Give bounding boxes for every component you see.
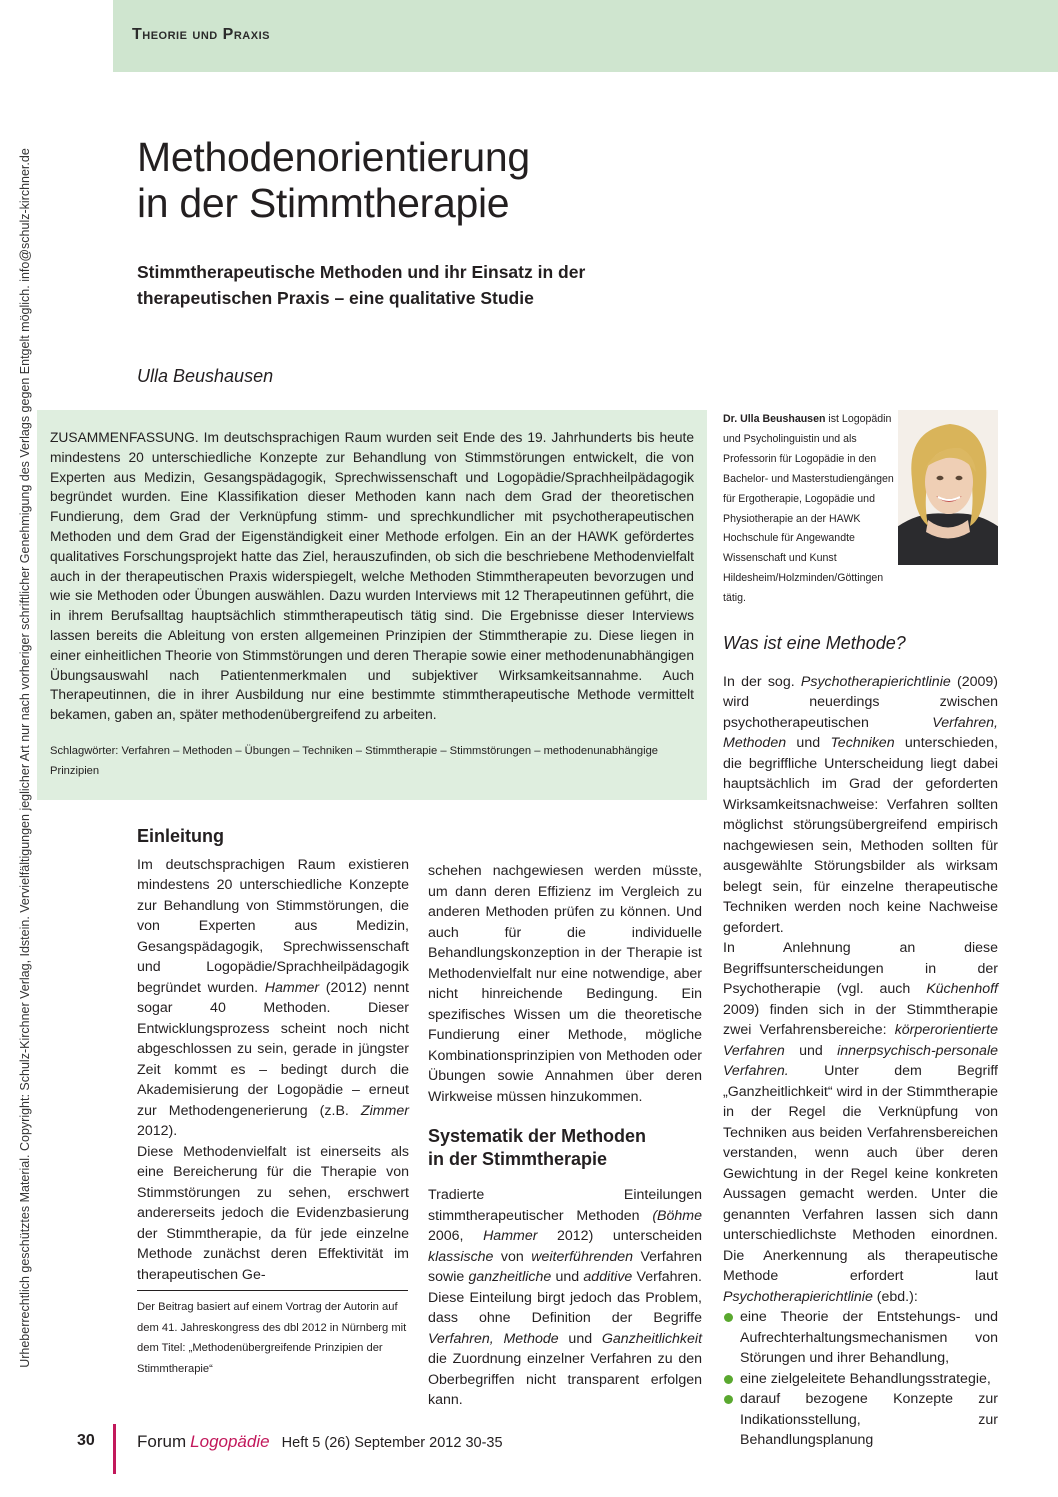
copyright-text: Urheberrechtlich geschütztes Material. Copyright: Schulz-Kirchner Verlag, Idstein. Vervielfältigungen jeglicher Art nur nach vorheriger schriftlicher Genehmigung des Verlags gegen Entgelt möglich. info@schulz-kirchner.de [18, 147, 32, 1368]
footer-citation [137, 1432, 503, 1452]
section-label: Theorie und Praxis [132, 26, 270, 43]
title-line: in der Stimmtherapie [137, 180, 510, 226]
article-subtitle [137, 259, 677, 311]
keywords: Schlagwörter: Verfahren – Methoden – Übungen – Techniken – Stimmtherapie – Stimmstörungen – methodenunabhängige Prinzipien [50, 745, 659, 777]
list-item: darauf bezogene Konzepte zur Indikationsstellung, zur Behandlungsplanung [723, 1389, 998, 1451]
section-heading-methode: Was ist eine Methode? [723, 633, 906, 653]
paragraph: In der sog. Psychotherapierichtlinie (2009) wird neuerdings zwischen psychotherapeutischen Verfahren, Methoden und Techniken unterschieden, die begriffliche Unterscheidung liegt dabei hauptsächlich im Grad der geforderten Wirksamkeitsnachweise: Verfahren sollten möglichst störungsübergreifend empirisch nachgewiesen sein, Methoden sollten für ausgewählte Störungsbilder als wirksam belegt sein, für einzelne therapeutische Techniken werden noch keine Nachweise gefordert. [723, 673, 999, 936]
paragraph: schehen nachgewiesen werden müsste, um dann deren Effizienz im Vergleich zu anderen Methoden prüfen zu können. Und auch für die individuelle Behandlungskonzeption in der Therapie ist Methodenvielfalt nur eine notwendige, aber nicht hinreichende Bedingung. Ein spezifisches Wissen um die theoretische Fundierung einer Methode, mögliche Kombinationsprinzipien von Methoden oder Übungen sowie Annahmen über deren Wirkweise müssen hinzukommen. [428, 863, 702, 1105]
abstract-text: ZUSAMMENFASSUNG. Im deutschsprachigen Raum wurden seit Ende des 19. Jahrhunderts bis heute mindestens 20 unterschiedliche Konzepte zur Behandlung von Stimmstörungen entwickelt, die von Experten aus Medizin, Gesangspädagogik, Sprechwissenschaft und Logopädie/Sprachheilpädagogik begründet wurden. Eine Klassifikation dieser Methoden kann nach dem Grad der theoretischen Fundierung, dem Grad der Verknüpfung stimm- und sprechkundlicher mit psychotherapeutischen Methoden und dem Grad der Eigenständigkeit einer Methode erfolgen. Ein an der HAWK gefördertes qualitatives Forschungsprojekt hatte das Ziel, herauszufinden, ob sich die beschriebene Methodenvielfalt auch in der therapeutischen Praxis widerspiegelt, welche Methoden Stimmtherapeuten bevorzugen und wie sie Methoden oder Übungen auswählen. Dazu wurden Interviews mit 12 Therapeutinnen geführt, die in ihrem Berufsalltag hauptsächlich stimmtherapeutisch tätig sind. Die Ergebnisse dieser Interviews lassen bereits die Ableitung von ersten allgemeinen Prinzipien der Stimmtherapie zu. Diese liegen in einer einheitlichen Theorie von Stimmstörungen und deren Therapie sowie einer methodenunabhängigen Übungsauswahl nach Patientenmerkmalen und subjektiver Wirksamkeitsannahme. Auch Therapeutinnen, die in ihrer Ausbildung nur eine bestimmte stimmtherapeutische Methode vermittelt bekamen, gaben an, später methodenübergreifend zu arbeiten. [50, 430, 694, 723]
paragraph: In Anlehnung an diese Begriffsunterscheidungen in der Psychotherapie (vgl. auch Küchenhoff 2009) finden sich in der Stimmtherapie zwei Verfahrensbereiche: körperorientierte Verfahren und innerpsychisch-personale Verfahren. Unter dem Begriff „Ganzheitlichkeit“ wird in der Stimmtherapie in der Regel die Verknüpfung von Techniken aus beiden Verfahrensbereichen verstanden, wenn auch über deren Gewichtung in der Regel keine konkreten Aussagen gemacht werden. Unter die genannten Verfahren lassen sich dann unterschiedlichste Methoden einordnen. Die Anerkennung als therapeutische Methode erfordert laut Psychotherapierichtlinie (ebd.): [723, 940, 998, 1305]
footer-accent-bar [113, 1424, 116, 1474]
criteria-list [723, 1307, 998, 1451]
author-name: Ulla Beushausen [137, 366, 274, 386]
journal-name: Forum [137, 1432, 187, 1451]
issue-info: Heft 5 (26) September 2012 30-35 [281, 1435, 503, 1451]
bullet-icon [724, 1313, 733, 1322]
subtitle-line: Stimmtherapeutische Methoden und ihr Einsatz in der [137, 262, 586, 282]
section-heading-systematik: Systematik der Methoden in der Stimmtherapie [428, 1126, 647, 1169]
author-bio [723, 410, 895, 609]
portrait-photo [898, 410, 998, 565]
subtitle-line: therapeutischen Praxis – eine qualitative Studie [137, 288, 534, 308]
bullet-icon [724, 1375, 733, 1384]
list-item: eine Theorie der Entstehungs- und Aufrechterhaltungsmechanismen von Störungen und ihrer Behandlung, [723, 1307, 998, 1369]
paragraph: Im deutschsprachigen Raum existieren mindestens 20 unterschiedliche Konzepte zur Behandlung von Stimmstörungen, die von Experten aus Medizin, Gesangspädagogik, Sprechwissenschaft und Logopädie/Sprachheilpädagogik begründet wurden. Hammer (2012) nennt sogar 40 Methoden. Dieser Entwicklungsprozess scheint noch nicht abgeschlossen zu sein, gerade in jüngster Zeit kommt es – bedingt durch die Akademisierung der Logopädie – erneut zur Methodengenerierung (z.B. Zimmer 2012). [137, 856, 409, 1139]
column-3 [723, 633, 998, 1451]
paragraph: Diese Methodenvielfalt ist einerseits als eine Bereicherung für die Therapie von Stimmstörungen zu sehen, erschwert andererseits jedoch die Evidenzbasierung der Stimmtherapie, da für jede einzelne Methode zunächst deren Effektivität im therapeutischen Ge- [137, 1143, 409, 1283]
footnote-divider [137, 1290, 408, 1291]
footnote: Der Beitrag basiert auf einem Vortrag der Autorin auf dem 41. Jahreskongress des dbl 2012 in Nürnberg mit dem Titel: „Methodenübergreifende Prinzipien der Stimmtherapie“ [137, 1301, 407, 1375]
list-item: eine zielgeleitete Behandlungsstrategie, [723, 1369, 998, 1390]
bullet-icon [724, 1395, 733, 1404]
page-number: 30 [77, 1432, 95, 1449]
column-1 [137, 826, 409, 1285]
bio-name: Dr. Ulla Beushausen [723, 413, 826, 425]
article-title [137, 134, 530, 226]
title-line: Methodenorientierung [137, 134, 530, 180]
column-2 [428, 861, 702, 1411]
author-portrait [898, 410, 998, 565]
paragraph: Tradierte Einteilungen stimmtherapeutischer Methoden (Böhme 2006, Hammer 2012) unterscheiden klassische von weiterführenden Verfahren sowie ganzheitliche und additive Verfahren. Diese Einteilung birgt jedoch das Problem, dass ohne Definition der Begriffe Verfahren, Methode und Ganzheitlichkeit die Zuordnung einzelner Verfahren zu den Oberbegriffen nicht transparent erfolgen kann. [428, 1187, 703, 1408]
journal-name-accent: Logopädie [190, 1432, 270, 1451]
section-heading-einleitung: Einleitung [137, 826, 224, 846]
bio-text: ist Logopädin und Psycholinguistin und als Professorin für Logopädie in den Bachelor- und Masterstudiengängen für Ergotherapie, Logopädie und Physiotherapie an der HAWK Hochschule für Angewandte Wissenschaft und Kunst Hildesheim/Holzminden/Göttingen tätig. [723, 413, 894, 605]
